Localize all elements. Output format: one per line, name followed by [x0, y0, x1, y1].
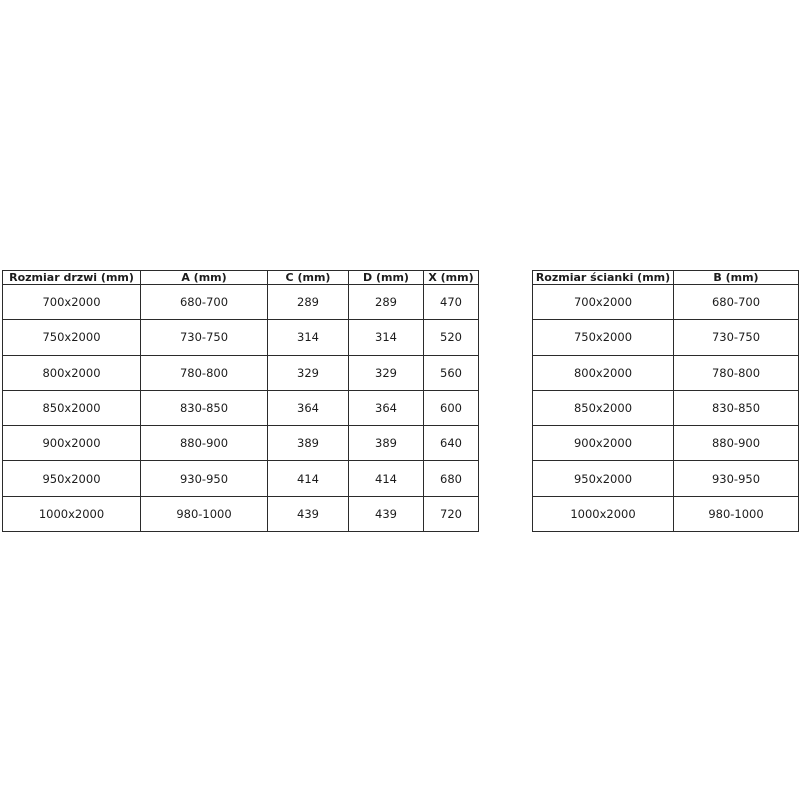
table-cell: 329 — [349, 355, 424, 390]
table-cell: 329 — [268, 355, 349, 390]
column-header: A (mm) — [141, 271, 268, 285]
table-cell: 289 — [349, 285, 424, 320]
table-row — [3, 426, 479, 461]
wall-table-header-row — [533, 271, 799, 285]
wall-dimensions-table — [532, 270, 799, 532]
table-cell: 880-900 — [141, 426, 268, 461]
column-header: B (mm) — [674, 271, 799, 285]
column-header: D (mm) — [349, 271, 424, 285]
column-header: C (mm) — [268, 271, 349, 285]
table-cell: 950x2000 — [533, 461, 674, 496]
table-cell: 930-950 — [141, 461, 268, 496]
table-cell: 1000x2000 — [533, 496, 674, 531]
door-table-header-row — [3, 271, 479, 285]
table-cell: 520 — [424, 320, 479, 355]
table-row — [533, 461, 799, 496]
table-cell: 389 — [349, 426, 424, 461]
table-row — [533, 320, 799, 355]
table-row — [533, 496, 799, 531]
table-cell: 730-750 — [674, 320, 799, 355]
table-cell: 780-800 — [674, 355, 799, 390]
table-cell: 439 — [268, 496, 349, 531]
column-header: X (mm) — [424, 271, 479, 285]
table-cell: 950x2000 — [3, 461, 141, 496]
table-cell: 850x2000 — [3, 390, 141, 425]
table-cell: 900x2000 — [533, 426, 674, 461]
table-cell: 600 — [424, 390, 479, 425]
table-cell: 389 — [268, 426, 349, 461]
table-cell: 800x2000 — [533, 355, 674, 390]
table-cell: 640 — [424, 426, 479, 461]
table-cell: 700x2000 — [533, 285, 674, 320]
table-cell: 314 — [349, 320, 424, 355]
table-cell: 680-700 — [141, 285, 268, 320]
table-cell: 470 — [424, 285, 479, 320]
table-cell: 560 — [424, 355, 479, 390]
column-header: Rozmiar ścianki (mm) — [533, 271, 674, 285]
table-cell: 1000x2000 — [3, 496, 141, 531]
table-cell: 750x2000 — [3, 320, 141, 355]
table-row — [533, 426, 799, 461]
table-cell: 850x2000 — [533, 390, 674, 425]
table-cell: 980-1000 — [674, 496, 799, 531]
table-cell: 830-850 — [141, 390, 268, 425]
table-cell: 414 — [268, 461, 349, 496]
table-row — [3, 461, 479, 496]
table-cell: 900x2000 — [3, 426, 141, 461]
table-cell: 830-850 — [674, 390, 799, 425]
table-cell: 680-700 — [674, 285, 799, 320]
table-cell: 289 — [268, 285, 349, 320]
table-cell: 800x2000 — [3, 355, 141, 390]
table-row — [533, 355, 799, 390]
table-cell: 314 — [268, 320, 349, 355]
table-row — [3, 320, 479, 355]
table-cell: 880-900 — [674, 426, 799, 461]
table-cell: 780-800 — [141, 355, 268, 390]
table-cell: 750x2000 — [533, 320, 674, 355]
table-row — [533, 285, 799, 320]
table-cell: 700x2000 — [3, 285, 141, 320]
table-row — [3, 496, 479, 531]
table-cell: 930-950 — [674, 461, 799, 496]
table-cell: 364 — [349, 390, 424, 425]
table-cell: 730-750 — [141, 320, 268, 355]
door-dimensions-table — [2, 270, 479, 532]
table-row — [3, 355, 479, 390]
table-cell: 364 — [268, 390, 349, 425]
table-row — [533, 390, 799, 425]
table-cell: 439 — [349, 496, 424, 531]
table-cell: 680 — [424, 461, 479, 496]
table-cell: 414 — [349, 461, 424, 496]
table-row — [3, 390, 479, 425]
column-header: Rozmiar drzwi (mm) — [3, 271, 141, 285]
table-row — [3, 285, 479, 320]
table-cell: 720 — [424, 496, 479, 531]
table-cell: 980-1000 — [141, 496, 268, 531]
